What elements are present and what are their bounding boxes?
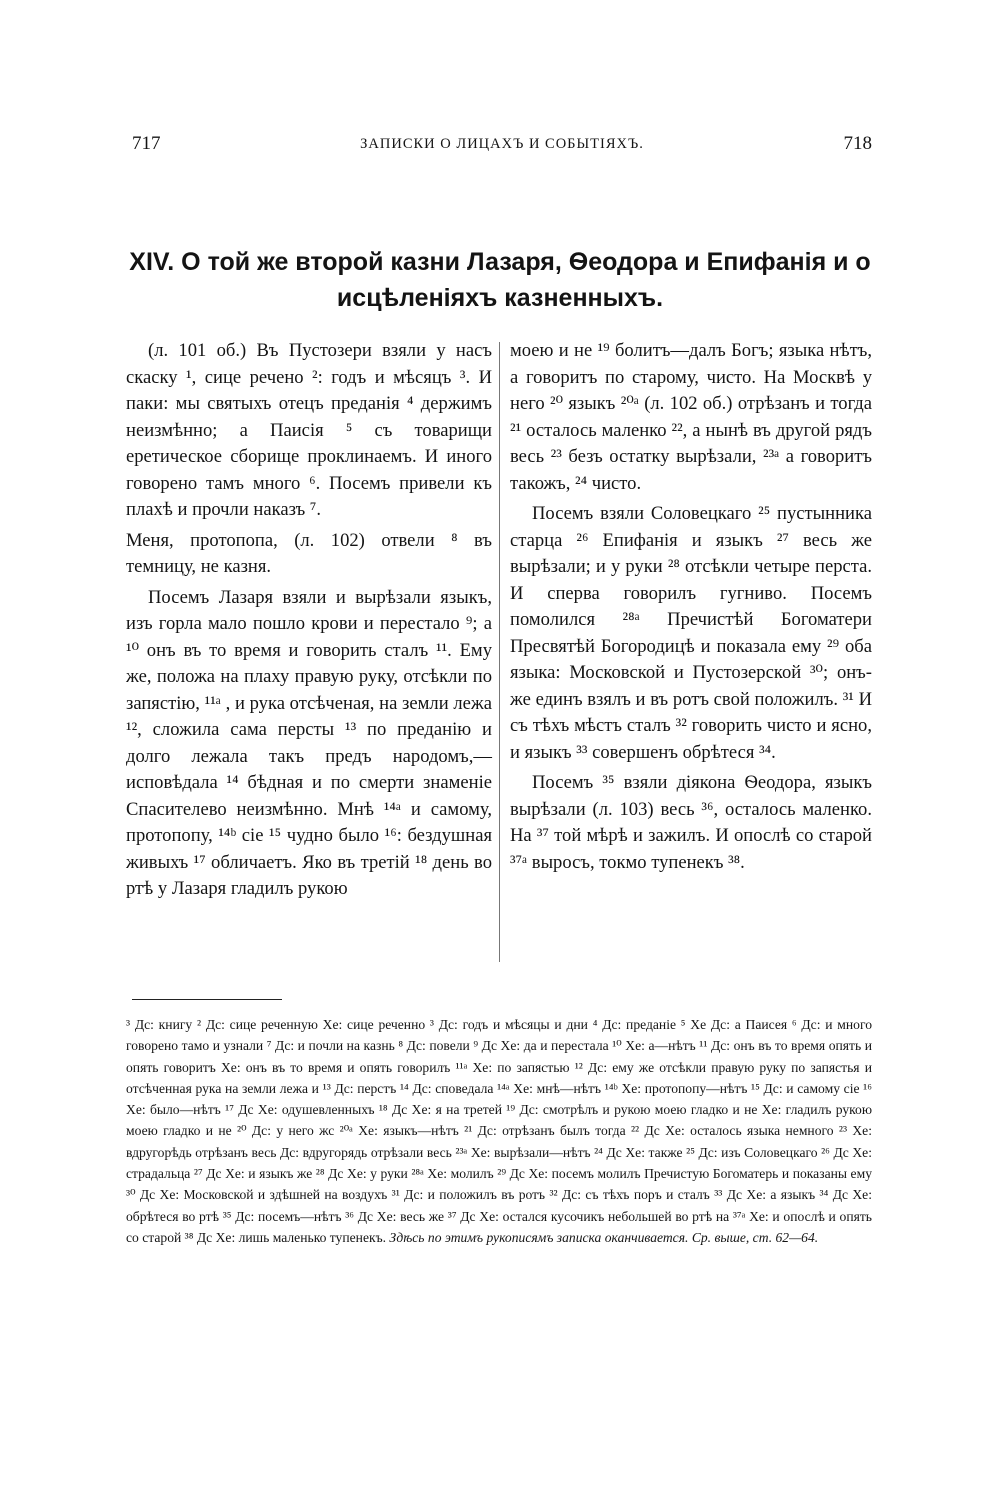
footnotes-italic-note: Здѣсь по этимъ рукописямъ записка оканчивается. Ср. выше, ст. 62—64. [389,1229,819,1245]
left-paragraph-3: Посемъ Лазаря взяли и вырѣзали языкъ, изъ горла мало пошло крови и перестало ⁹; а ¹⁰ онъ въ то время и говорить сталъ ¹¹. Ему же, положа на плаху правую руку, отсѣкли по запястію, ¹¹ᵃ , и рука отсѣченая, на земли лежа ¹², сложила сама персты ¹³ по преданію и долго лежала такъ предъ народомъ,—исповѣдала ¹⁴ бѣдная и по смерти знаменіе Спасителево неизмѣнно. Мнѣ ¹⁴ᵃ и самому, протопопу, ¹⁴ᵇ сіе ¹⁵ чудно было ¹⁶: бездушная живыхъ ¹⁷ обличаетъ. Яко въ третій ¹⁸ день во ртѣ у Лазаря гладилъ рукою [126,586,492,899]
section-heading-line-2: исцѣленіяхъ казненныхъ. [336,284,664,312]
page-number-right: 718 [843,133,872,154]
left-column [126,338,492,907]
running-title: ЗАПИСКИ О ЛИЦАХЪ И СОБЫТІЯХЪ. [360,136,644,152]
left-paragraph-2: Меня, протопопа, (л. 102) отвели ⁸ въ темницу, не казня. [126,529,492,577]
footnote-rule [132,999,282,1000]
page-number-left: 717 [132,133,161,154]
running-header [132,133,872,163]
left-paragraph-1: (л. 101 об.) Въ Пустозери взяли у насъ скаску ¹, сице речено ²: годъ и мѣсяцъ ³. И паки: мы святыхъ отецъ преданія ⁴ держимъ неизмѣнно; а Паисія ⁵ съ товарищи еретическое сборище проклинаемъ. И иного говорено тамъ много ⁶. Посемъ привели къ плахѣ и прочли наказъ ⁷. [126,340,492,520]
section-heading-line-1: XIV. О той же второй казни Лазаря, Ѳеодора и Епифанія и о [129,248,871,276]
footnotes-text: ³ Дс: книгу ² Дс: сице реченную Хе: сице реченно ³ Дс: годъ и мѣсяцы и дни ⁴ Дс: преданіе ⁵ Хе Дс: а Паисея ⁶ Дс: и много говорено тамо и узнали ⁷ Дс: и почли на казнь ⁸ Дс: повели ⁹ Дс Хе: да и перестала ¹⁰ Хе: а—нѣтъ ¹¹ Дс: онъ въ то время опять и опять говоритъ Хе: онъ въ то время и опять говорилъ ¹¹ᵃ Хе: по запястью ¹² Дс: ему же отсѣкли правую руку по запястья и отсѣченная рука на земли лежа и ¹³ Дс: перстъ ¹⁴ Дс: споведала ¹⁴ᵃ Хе: мнѣ—нѣтъ ¹⁴ᵇ Хе: протопопу—нѣтъ ¹⁵ Дс: и самому сіе ¹⁶ Хе: было—нѣтъ ¹⁷ Дс Хе: одушевленныхъ ¹⁸ Дс Хе: я на третей ¹⁹ Дс: смотрѣлъ и рукою моею гладко и не Хе: гладилъ рукою моею гладко и не ²⁰ Дс: у него жс ²⁰ᵃ Хе: языкъ—нѣтъ ²¹ Дс: отрѣзанъ былъ тогда ²² Дс Хе: осталось языка немного ²³ Хе: вдругорѣдь отрѣзанъ весь Дс: вдругорядь отрѣзали весь ²³ᵃ Хе: вырѣзали—нѣтъ ²⁴ Дс Хе: также ²⁵ Дс: изъ Соловецкаго ²⁶ Дс Хе: страдальца ²⁷ Дс Хе: и языкъ же ²⁸ Дс Хе: у руки ²⁸ᵃ Хе: молилъ ²⁹ Дс Хе: посемъ молилъ Пречистую Богоматерь и показаны ему ³⁰ Дс Хе: Московской и здѣшней на воздухъ ³¹ Дс: и положилъ въ ротъ ³² Дс: съ тѣхъ поръ и сталъ ³³ Дс Хе: а языкъ ³⁴ Дс Хе: обрѣтеся во ртѣ ³⁵ Дс: посемъ—нѣтъ ³⁶ Дс Хе: весь же ³⁷ Дс Хе: остался кусочикъ небольшей во ртѣ на ³⁷ᵃ Хе: и опослѣ и опять со старой ³⁸ Дс Хе: лишь маленько тупенекъ. [126,1017,872,1245]
section-heading [110,244,890,316]
right-paragraph-3: Посемъ ³⁵ взяли діякона Ѳеодора, языкъ вырѣзали (л. 103) весь ³⁶, осталось маленко. На ³⁷ той мѣрѣ и зажилъ. И опослѣ со старой ³⁷ᵃ выросъ, токмо тупенекъ ³⁸. [510,772,872,873]
column-divider [499,342,500,962]
right-paragraph-2: Посемъ взяли Соловецкаго ²⁵ пустынника старца ²⁶ Епифанія и языкъ ²⁷ весь же вырѣзали; и у руки ²⁸ отсѣкли четыре перста. И сперва говорилъ гугниво. Посемъ помолился ²⁸ᵃ Пречистѣй Богоматери Пресвятѣй Богородицѣ и показала ему ²⁹ оба языка: Московской и Пустозерской ³⁰; онъ-же единъ взялъ и въ ротъ свой положилъ. ³¹ И съ тѣхъ мѣстъ сталъ ³² говорить чисто и ясно, и языкъ ³³ совершенъ обрѣтеся ³⁴. [510,503,872,763]
body-columns [126,338,882,978]
right-paragraph-1: моею и не ¹⁹ болитъ—далъ Богъ; языка нѣтъ, а говоритъ по старому, чисто. На Москвѣ у него ²⁰ языкъ ²⁰ᵃ (л. 102 об.) отрѣзанъ и тогда ²¹ осталось маленко ²², а нынѣ въ другой рядъ весь ²³ безъ остатку вырѣзали, ²³ᵃ а говоритъ такожъ, ²⁴ чисто. [510,340,872,494]
footnotes [126,1014,872,1248]
right-column [510,338,872,880]
